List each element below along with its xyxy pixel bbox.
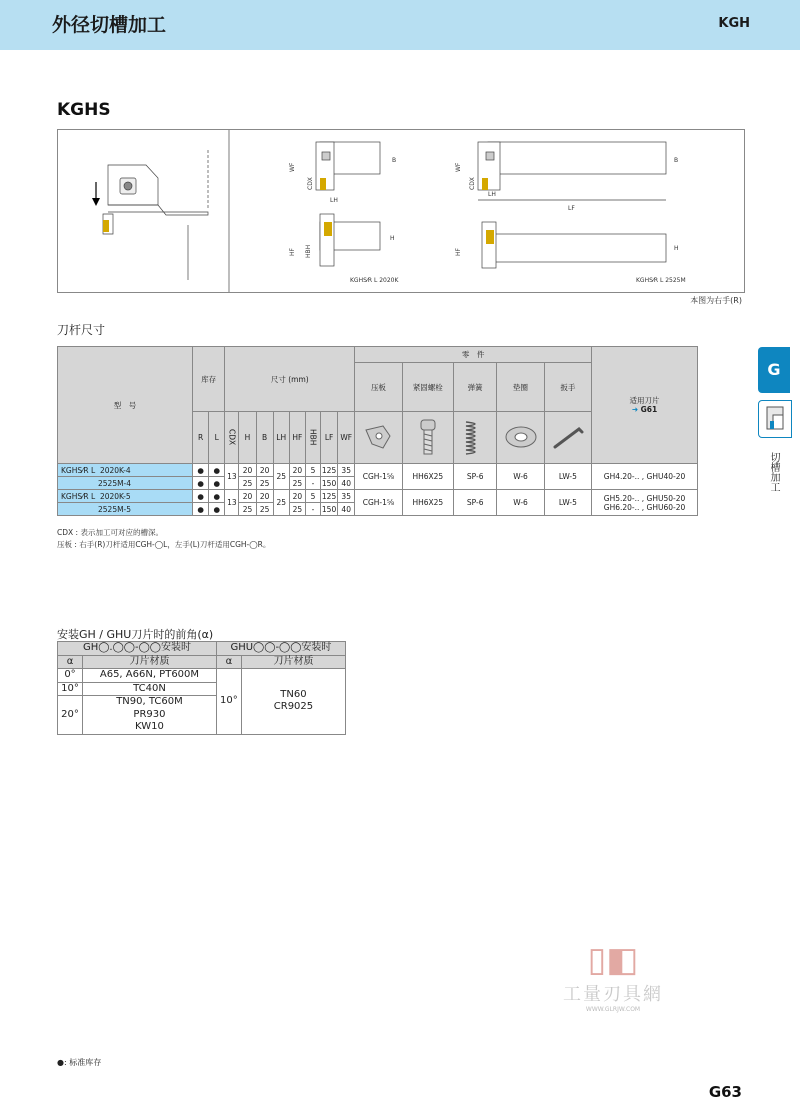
diagram-label: HBH [305,244,312,258]
page-number: G63 [708,1083,742,1101]
diagram-label: HF [455,248,462,256]
hf-value: 20 [289,464,305,477]
wf-value: 35 [338,490,355,503]
col-lf: LF [321,412,338,464]
bolt-value: HH6X25 [402,490,453,516]
hbh-value: 5 [305,490,320,503]
col-bolt: 紧固螺栓 [402,363,453,412]
col-clamp: 压板 [355,363,402,412]
wf-value: 40 [338,503,355,516]
model-cell: KGHS⁄R L 2020K-5 [58,490,193,503]
hbh-value: - [305,503,320,516]
table-row [58,490,698,503]
wf-value: 35 [338,464,355,477]
washer-image [497,412,544,464]
hf-value: 20 [289,490,305,503]
table-row [58,464,698,477]
alpha-value: 20° [58,696,83,735]
diagram-label: B [674,157,679,164]
gh-head: GH◯.◯◯-◯◯安装时 [58,642,217,656]
diagram-label: LH [330,197,338,204]
cdx-value: 13 [225,464,239,490]
model-cell: KGHS⁄R L 2020K-4 [58,464,193,477]
diagram-label: WF [289,162,296,172]
spring-value: SP-6 [454,490,497,516]
header-title: 外径切槽加工 [52,14,167,36]
stock-r: ● [193,477,209,490]
watermark: ▯◧ 工量刃具網 WWW.GLRJW.COM [538,940,688,1013]
alpha-head: α [216,655,241,669]
diagram-label: KGHS⁄R L 2020K [350,277,399,284]
rake-angle-table [57,641,346,735]
b-value: 20 [256,490,273,503]
col-parts: 零 件 [355,347,592,363]
angle-title: 安装GH / GHU刀片时的前角(α) [57,628,214,641]
bolt-value: HH6X25 [402,464,453,490]
diagram-label: CDX [307,177,314,190]
page-header [0,0,800,50]
col-wrench: 扳手 [544,363,591,412]
b-value: 25 [256,477,273,490]
stock-l: ● [209,477,225,490]
stock-r: ● [193,490,209,503]
lh-value: 25 [273,464,289,490]
col-stock: 库存 [193,347,225,412]
col-hf: HF [289,412,305,464]
washer-value: W-6 [497,490,544,516]
table-note-clamp: 压板 : 右手(R)刀杆适用CGH-◯L，左手(L)刀杆适用CGH-◯R。 [57,540,271,549]
col-washer: 垫圈 [497,363,544,412]
table-title: 刀杆尺寸 [57,323,106,337]
insert-value: GH5.20-.. , GHU50-20 GH6.20-.. , GHU60-20 [592,490,698,516]
h-value: 25 [239,503,256,516]
hbh-value: 5 [305,464,320,477]
insert-value: GH4.20-.. , GHU40-20 [592,464,698,490]
wrench-value: LW-5 [544,464,591,490]
material-value: A65, A66N, PT600M [83,669,217,683]
diagram-label: LH [488,191,496,198]
h-value: 20 [239,490,256,503]
alpha-value: 10° [58,682,83,696]
table-note-cdx: CDX : 表示加工可对应的槽深。 [57,528,163,537]
col-h: H [239,412,256,464]
alpha-head: α [58,655,83,669]
diagram-label: B [392,157,397,164]
spring-image [454,412,497,464]
col-spring: 弹簧 [454,363,497,412]
col-hbh: HBH [305,412,320,464]
stock-l: ● [209,464,225,477]
alpha-value: 10° [216,669,241,735]
stock-r: ● [193,464,209,477]
hf-value: 25 [289,477,305,490]
diagram-label: CDX [469,177,476,190]
material-head: 刀片材质 [241,655,345,669]
stock-l: ● [209,503,225,516]
header-code: KGH [718,16,750,31]
hf-value: 25 [289,503,305,516]
cdx-value: 13 [225,490,239,516]
wrench-value: LW-5 [544,490,591,516]
wrench-image [544,412,591,464]
diagram-label: H [390,235,395,242]
ghu-head: GHU◯◯-◯◯安装时 [216,642,345,656]
h-value: 25 [239,477,256,490]
clamp-value: CGH-1⁵⁄₈ [355,464,402,490]
watermark-logo-icon: ▯◧ [587,940,639,980]
holder-dimension-table [57,346,698,516]
section-title: KGHS [57,100,111,120]
material-value: TN90, TC60M PR930 KW10 [83,696,217,735]
col-dims: 尺寸 (mm) [225,347,355,412]
stock-legend: ●: 标准库存 [57,1058,102,1067]
clamp-value: CGH-1⁵⁄₈ [355,490,402,516]
bolt-image [402,412,453,464]
col-l: L [209,412,225,464]
diagram-label: KGHS⁄R L 2525M [636,277,686,284]
material-value: TN60 CR9025 [241,669,345,735]
model-cell: 2525M-5 [58,503,193,516]
grooving-icon [758,400,792,438]
diagram-label: WF [455,162,462,172]
diagram-note: 本图为右手(R) [690,296,742,305]
lh-value: 25 [273,490,289,516]
model-cell: 2525M-4 [58,477,193,490]
tool-diagram-panel [57,129,745,293]
tool-diagram [58,130,744,292]
b-value: 25 [256,503,273,516]
insert-page-link[interactable]: G61 [640,405,658,414]
lf-value: 125 [321,465,337,475]
lf-value: 125 [321,491,337,501]
washer-value: W-6 [497,464,544,490]
b-value: 20 [256,464,273,477]
col-b: B [256,412,273,464]
table-row [58,669,346,683]
col-insert: 适用刀片 ➜ G61 [592,347,698,464]
material-head: 刀片材质 [83,655,217,669]
col-lh: LH [273,412,289,464]
diagram-label: LF [568,205,575,212]
chapter-tab[interactable]: G [758,347,790,393]
col-model: 型 号 [58,347,193,464]
diagram-label: HF [289,248,296,256]
diagram-label: H [674,245,679,252]
col-r: R [193,412,209,464]
alpha-value: 0° [58,669,83,683]
lf-value: 150 [321,504,337,514]
h-value: 20 [239,464,256,477]
chapter-label: 切槽加工 [768,452,779,492]
hbh-value: - [305,477,320,490]
material-value: TC40N [83,682,217,696]
stock-l: ● [209,490,225,503]
wf-value: 40 [338,477,355,490]
col-wf: WF [338,412,355,464]
spring-value: SP-6 [454,464,497,490]
col-cdx: CDX [225,412,239,464]
stock-r: ● [193,503,209,516]
clamp-image [355,412,402,464]
lf-value: 150 [321,478,337,488]
